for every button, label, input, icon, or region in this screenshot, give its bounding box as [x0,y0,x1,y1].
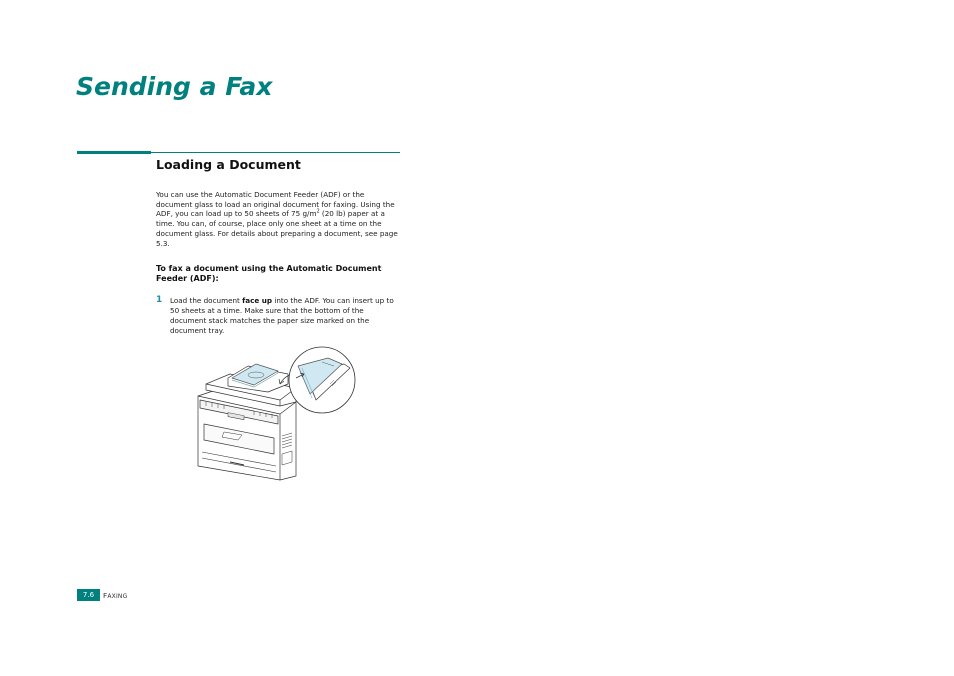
page-number-badge: 7.6 [77,589,100,601]
section-rule-line [151,152,400,153]
footer-chapter-name [103,590,127,602]
footer-chapter-initial: F [103,591,108,600]
chapter-title: Sending a Fax [76,72,273,101]
step-1-text [170,296,402,336]
intro-text-part-1: You can use the Automatic Document Feeder (ADF) or the document glass to load an original document for faxing. Using the ADF, you can load up to 50 sheets of 75 g/m [156,190,395,219]
intro-paragraph [156,190,402,248]
footer-chapter-rest: AXING [107,593,128,600]
superscript-squared: 2 [316,209,320,216]
step-1-number: 1 [156,295,163,305]
step-1-emphasis: face up [242,296,273,305]
step-1-text-part-2: into the ADF. You can insert up to 50 sheets at a time. Make sure that the bottom of the document stack matches the paper size marked on the document tray. [170,296,394,335]
section-rule-accent [77,151,151,154]
procedure-heading: To fax a document using the Automatic Document Feeder (ADF): [156,264,382,283]
intro-text-part-2: (20 lb) paper at a time. You can, of course, place only one sheet at a time on the document glass. For details about preparing a document, see page 5.3. [156,209,398,248]
printer-loading-document-illustration [194,344,360,482]
section-title: Loading a Document [156,157,301,172]
step-1-text-part-1: Load the document [170,296,243,305]
